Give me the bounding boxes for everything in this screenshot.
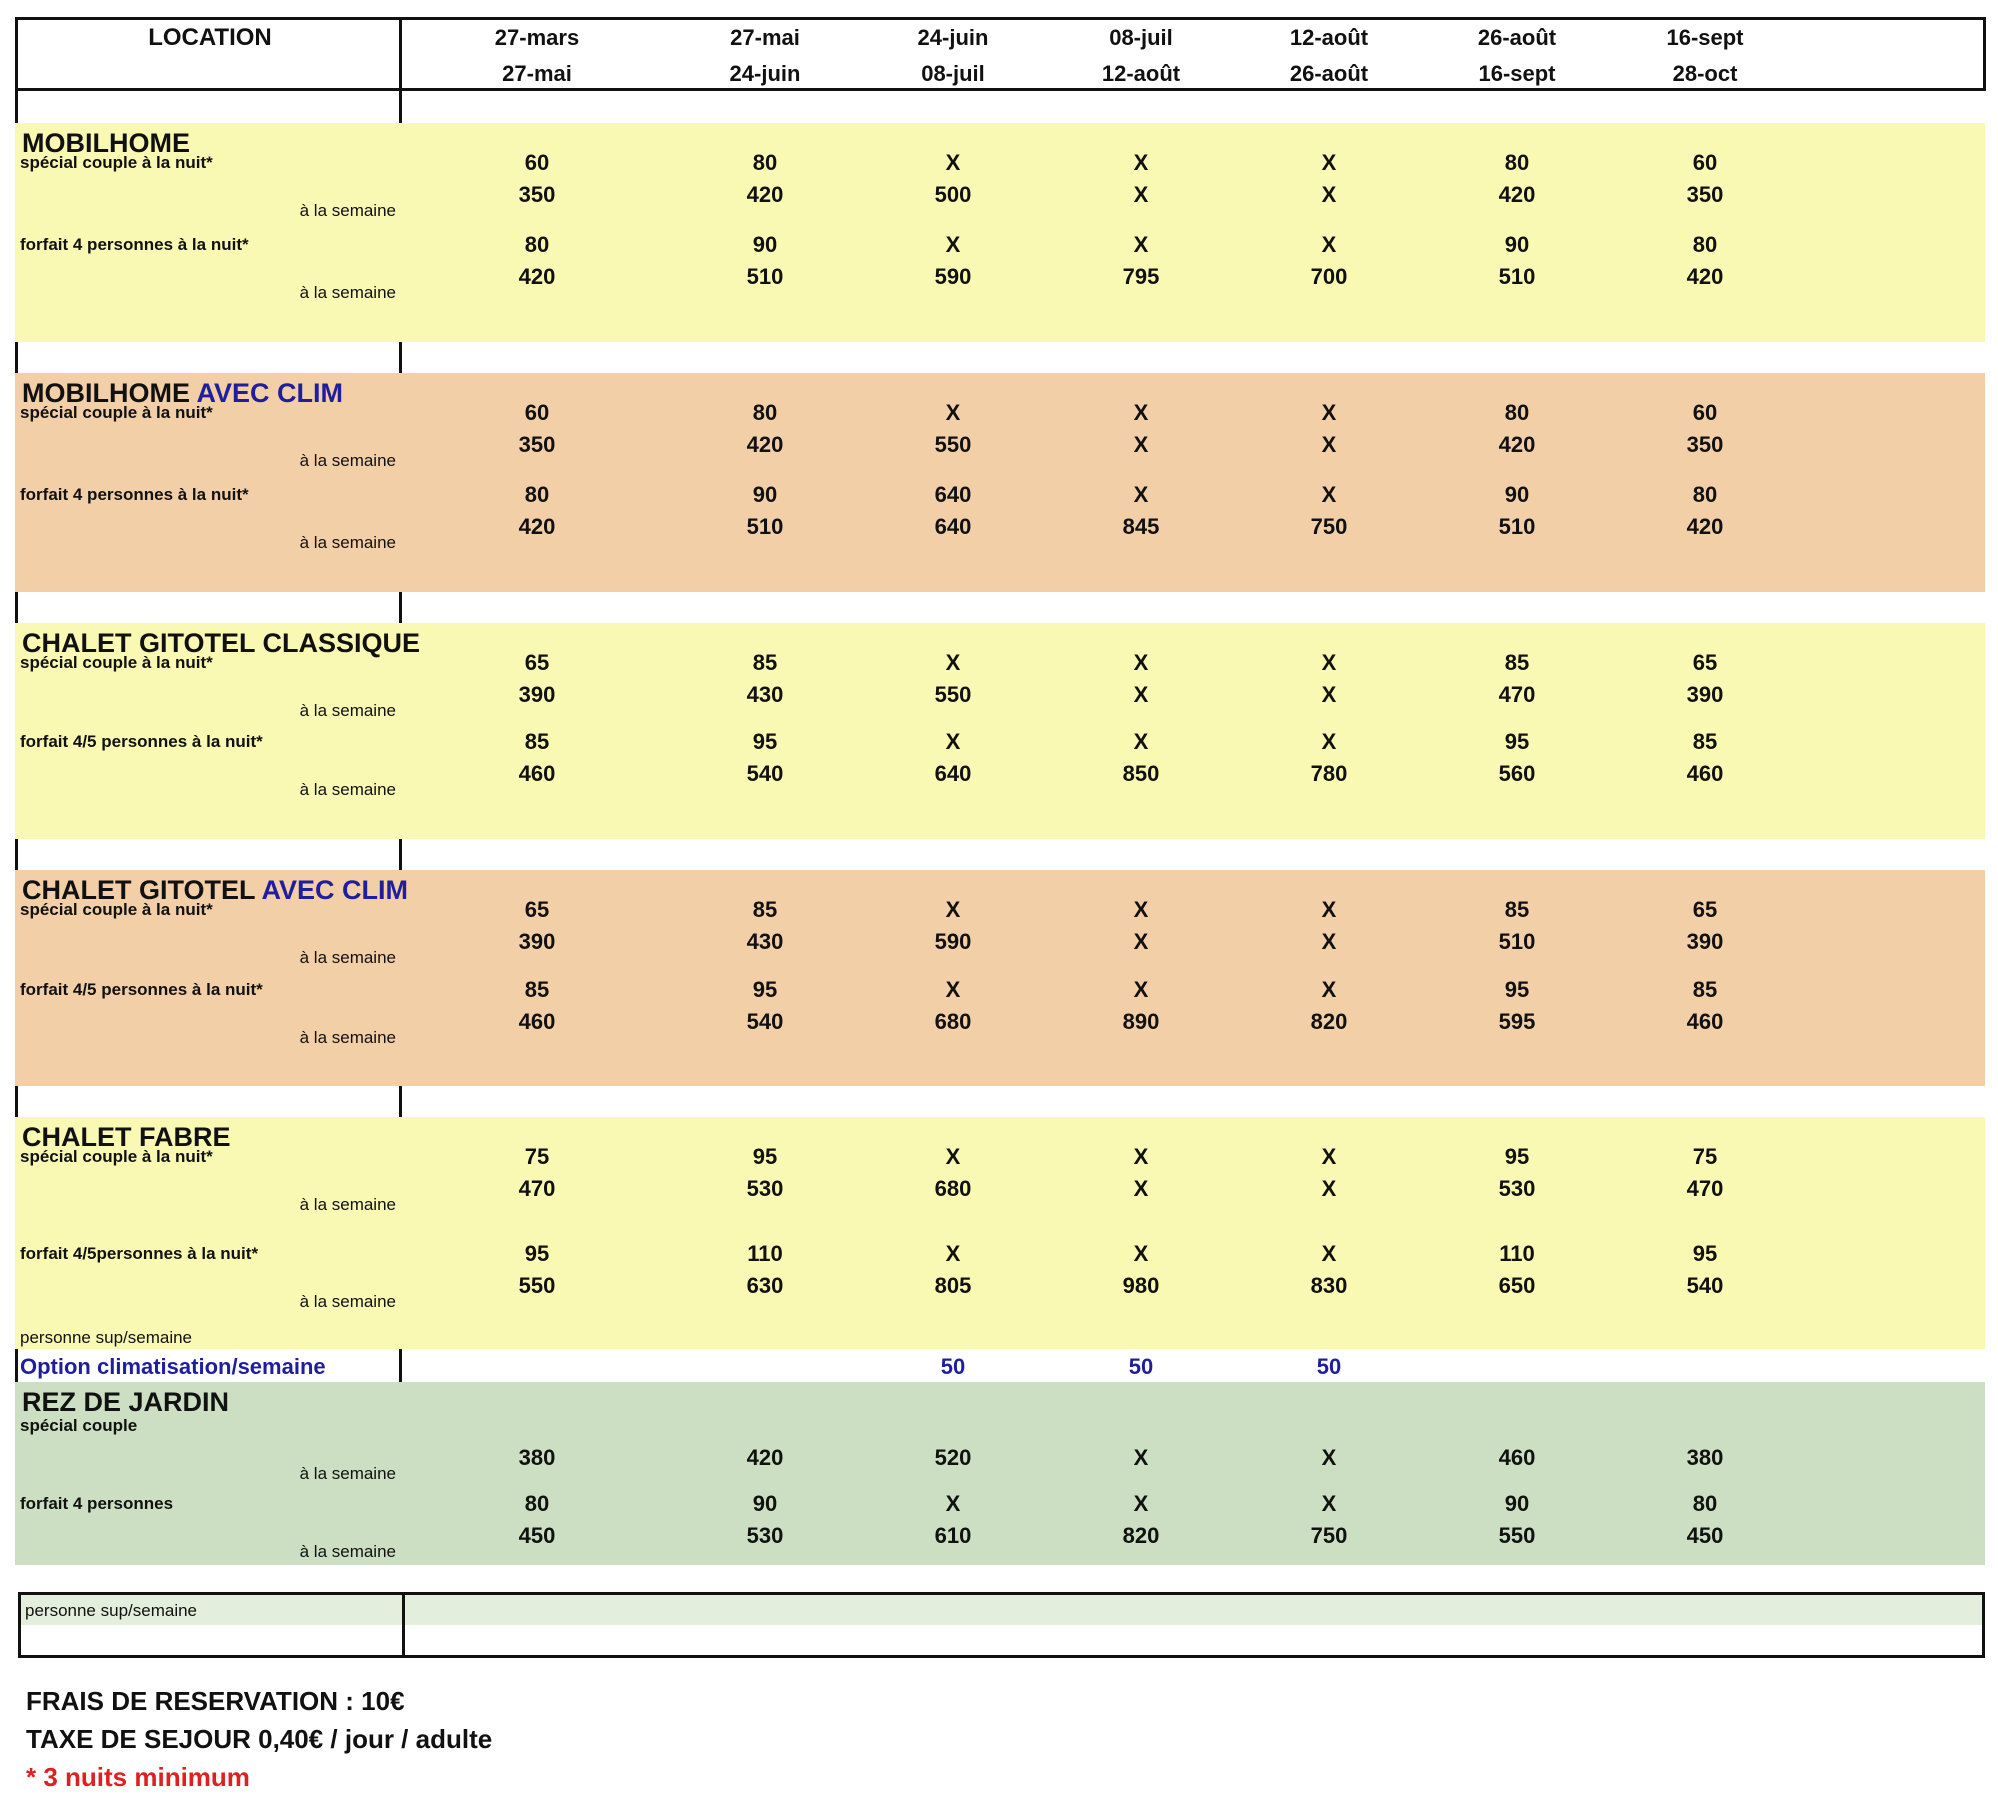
- price-cell: X: [1133, 150, 1149, 175]
- section-title-main: MOBILHOME: [22, 128, 190, 158]
- price-cell: 550: [934, 682, 972, 707]
- price-cell: 80: [1692, 482, 1718, 507]
- row-label-weekly: à la semaine: [299, 283, 396, 302]
- price-cell: 350: [1686, 432, 1724, 457]
- price-cell: 65: [524, 650, 550, 675]
- row-label-weekly: à la semaine: [299, 948, 396, 967]
- price-cell: 520: [934, 1445, 972, 1470]
- price-cell: 80: [752, 400, 778, 425]
- price-cell: X: [1133, 400, 1149, 425]
- period-to-label: 12-août: [1101, 61, 1181, 86]
- minimum-nights-note: * 3 nuits minimum: [26, 1762, 250, 1792]
- reservation-fee: FRAIS DE RESERVATION : 10€: [26, 1686, 405, 1716]
- price-cell: X: [1133, 1445, 1149, 1470]
- price-cell: 530: [1498, 1176, 1536, 1201]
- bottom-box-band: [21, 1595, 1982, 1625]
- price-cell: X: [1133, 1176, 1149, 1201]
- price-cell: 680: [934, 1009, 972, 1034]
- price-cell: 820: [1122, 1523, 1160, 1548]
- price-cell: 65: [1692, 897, 1718, 922]
- price-cell: 85: [1692, 977, 1718, 1002]
- price-cell: 550: [518, 1273, 556, 1298]
- price-cell: 80: [1692, 1491, 1718, 1516]
- air-conditioning-option-label: Option climatisation/semaine: [20, 1354, 326, 1379]
- price-cell: 60: [524, 400, 550, 425]
- row-label: forfait 4/5 personnes à la nuit*: [20, 980, 263, 999]
- price-cell: 75: [1692, 1144, 1718, 1169]
- price-cell: 350: [518, 182, 556, 207]
- price-cell: 750: [1310, 1523, 1348, 1548]
- price-cell: X: [1133, 650, 1149, 675]
- price-cell: 460: [518, 761, 556, 786]
- section-title-suffix: AVEC CLIM: [261, 875, 409, 905]
- period-to-label: 08-juil: [921, 61, 985, 86]
- price-cell: 850: [1122, 761, 1160, 786]
- price-cell: 610: [934, 1523, 972, 1548]
- price-cell: 80: [752, 150, 778, 175]
- price-cell: 95: [1504, 1144, 1530, 1169]
- price-cell: X: [1133, 1241, 1149, 1266]
- price-cell: 95: [1504, 977, 1530, 1002]
- price-cell: 80: [524, 1491, 550, 1516]
- price-cell: X: [1321, 682, 1337, 707]
- price-cell: 420: [1686, 264, 1724, 289]
- row-label: forfait 4/5 personnes à la nuit*: [20, 732, 263, 751]
- price-cell: X: [945, 1144, 961, 1169]
- row-label-weekly: à la semaine: [299, 1028, 396, 1047]
- price-cell: 780: [1310, 761, 1348, 786]
- price-cell: X: [1321, 1176, 1337, 1201]
- price-cell: 390: [518, 929, 556, 954]
- row-label: spécial couple: [20, 1416, 138, 1435]
- price-cell: X: [945, 729, 961, 754]
- price-cell: 85: [1692, 729, 1718, 754]
- row-label-weekly: à la semaine: [299, 1464, 396, 1483]
- price-cell: X: [1133, 682, 1149, 707]
- price-cell: 390: [518, 682, 556, 707]
- price-cell: 60: [1692, 150, 1718, 175]
- price-cell: 430: [746, 682, 784, 707]
- price-cell: 390: [1686, 929, 1724, 954]
- price-cell: 420: [518, 264, 556, 289]
- price-cell: 380: [1686, 1445, 1724, 1470]
- price-cell: 90: [752, 482, 778, 507]
- price-cell: X: [945, 1241, 961, 1266]
- price-cell: 420: [518, 514, 556, 539]
- price-cell: 980: [1122, 1273, 1160, 1298]
- row-label-weekly: à la semaine: [299, 1542, 396, 1561]
- price-cell: 65: [1692, 650, 1718, 675]
- price-cell: 530: [746, 1176, 784, 1201]
- section-title-main: CHALET GITOTEL CLASSIQUE: [22, 628, 421, 658]
- price-cell: X: [945, 977, 961, 1002]
- price-cell: 95: [1504, 729, 1530, 754]
- price-cell: X: [945, 650, 961, 675]
- row-label-weekly: à la semaine: [299, 451, 396, 470]
- price-cell: X: [1133, 232, 1149, 257]
- period-from-label: 26-août: [1477, 25, 1557, 50]
- price-cell: 350: [1686, 182, 1724, 207]
- price-cell: 85: [1504, 897, 1530, 922]
- section-title-main: REZ DE JARDIN: [22, 1387, 230, 1417]
- price-cell: X: [1133, 1144, 1149, 1169]
- price-cell: 450: [1686, 1523, 1724, 1548]
- price-cell: 85: [752, 897, 778, 922]
- price-cell: 350: [518, 432, 556, 457]
- row-label-weekly: à la semaine: [299, 1292, 396, 1311]
- price-cell: X: [1321, 150, 1337, 175]
- price-cell: 95: [752, 1144, 778, 1169]
- table-right-border: [1983, 17, 1986, 91]
- price-cell: X: [1321, 897, 1337, 922]
- price-cell: 550: [934, 432, 972, 457]
- price-cell: X: [1133, 897, 1149, 922]
- price-cell: X: [1321, 1491, 1337, 1516]
- price-cell: 590: [934, 929, 972, 954]
- extra-person-label: personne sup/semaine: [20, 1328, 193, 1347]
- row-label-weekly: à la semaine: [299, 1195, 396, 1214]
- section-title-main: CHALET FABRE: [22, 1122, 231, 1152]
- price-cell: 595: [1498, 1009, 1536, 1034]
- row-label: spécial couple à la nuit*: [20, 900, 213, 919]
- price-cell: 85: [752, 650, 778, 675]
- price-cell: 420: [1498, 182, 1536, 207]
- price-cell: 110: [747, 1241, 783, 1266]
- price-cell: 540: [746, 761, 784, 786]
- price-cell: X: [1321, 650, 1337, 675]
- bottom-box-divider: [402, 1592, 405, 1658]
- option-price-cell: 50: [1316, 1354, 1342, 1379]
- price-cell: X: [1321, 1241, 1337, 1266]
- price-cell: 590: [934, 264, 972, 289]
- price-cell: 510: [1498, 514, 1536, 539]
- price-cell: 830: [1310, 1273, 1348, 1298]
- price-cell: 90: [752, 232, 778, 257]
- row-label-weekly: à la semaine: [299, 701, 396, 720]
- price-cell: 700: [1310, 264, 1348, 289]
- price-cell: 470: [1686, 1176, 1724, 1201]
- row-label: forfait 4 personnes: [20, 1494, 174, 1513]
- price-cell: 510: [746, 264, 784, 289]
- price-cell: X: [1133, 432, 1149, 457]
- price-cell: 750: [1310, 514, 1348, 539]
- price-cell: X: [1321, 729, 1337, 754]
- price-cell: 510: [1498, 264, 1536, 289]
- price-cell: X: [1321, 1445, 1337, 1470]
- price-cell: 460: [1686, 761, 1724, 786]
- price-cell: 500: [934, 182, 972, 207]
- price-cell: 640: [934, 761, 972, 786]
- price-cell: 110: [1499, 1241, 1535, 1266]
- price-cell: X: [1321, 182, 1337, 207]
- price-cell: 805: [934, 1273, 972, 1298]
- price-cell: 90: [752, 1491, 778, 1516]
- period-to-label: 16-sept: [1478, 61, 1556, 86]
- price-cell: X: [1321, 400, 1337, 425]
- price-cell: 85: [524, 729, 550, 754]
- price-cell: 630: [746, 1273, 784, 1298]
- price-cell: 450: [518, 1523, 556, 1548]
- section-title-suffix: AVEC CLIM: [196, 378, 343, 408]
- price-cell: X: [1321, 1144, 1337, 1169]
- price-cell: 390: [1686, 682, 1724, 707]
- price-cell: X: [1321, 482, 1337, 507]
- period-to-label: 27-mai: [502, 61, 572, 86]
- period-from-label: 24-juin: [917, 25, 989, 50]
- price-cell: 420: [1498, 432, 1536, 457]
- row-label: spécial couple à la nuit*: [20, 1147, 213, 1166]
- price-cell: 820: [1310, 1009, 1348, 1034]
- price-cell: 60: [1692, 400, 1718, 425]
- price-cell: 890: [1122, 1009, 1160, 1034]
- price-cell: 640: [934, 514, 972, 539]
- option-row-blank-right: [1423, 1351, 1985, 1382]
- period-from-label: 27-mars: [494, 25, 580, 50]
- price-cell: 460: [1686, 1009, 1724, 1034]
- period-from-label: 08-juil: [1109, 25, 1173, 50]
- price-cell: 80: [524, 232, 550, 257]
- tourist-tax: TAXE DE SEJOUR 0,40€ / jour / adulte: [26, 1724, 493, 1754]
- period-from-label: 27-mai: [730, 25, 800, 50]
- section-title-main: MOBILHOME: [22, 378, 190, 408]
- price-cell: X: [945, 232, 961, 257]
- price-cell: 540: [1686, 1273, 1724, 1298]
- price-cell: 95: [524, 1241, 550, 1266]
- row-label-weekly: à la semaine: [299, 780, 396, 799]
- price-cell: X: [945, 150, 961, 175]
- price-cell: 460: [1498, 1445, 1536, 1470]
- price-cell: X: [1133, 729, 1149, 754]
- price-cell: 65: [524, 897, 550, 922]
- price-cell: 90: [1504, 1491, 1530, 1516]
- price-cell: 60: [524, 150, 550, 175]
- row-label: spécial couple à la nuit*: [20, 403, 213, 422]
- price-cell: 795: [1122, 264, 1160, 289]
- price-cell: 845: [1122, 514, 1160, 539]
- price-cell: 640: [934, 482, 972, 507]
- row-label: forfait 4 personnes à la nuit*: [20, 235, 249, 254]
- price-cell: 530: [746, 1523, 784, 1548]
- price-cell: 75: [524, 1144, 550, 1169]
- price-cell: X: [1321, 929, 1337, 954]
- price-cell: 540: [746, 1009, 784, 1034]
- price-cell: 420: [1686, 514, 1724, 539]
- price-cell: 510: [746, 514, 784, 539]
- price-cell: 650: [1498, 1273, 1536, 1298]
- row-label: spécial couple à la nuit*: [20, 153, 213, 172]
- price-cell: X: [945, 400, 961, 425]
- section-title-main: CHALET GITOTEL: [22, 875, 256, 905]
- price-cell: X: [945, 1491, 961, 1516]
- price-cell: 510: [1498, 929, 1536, 954]
- price-cell: 80: [524, 482, 550, 507]
- price-cell: 80: [1504, 150, 1530, 175]
- price-cell: 85: [1504, 650, 1530, 675]
- price-cell: 420: [746, 1445, 784, 1470]
- price-cell: X: [945, 897, 961, 922]
- price-cell: 95: [752, 729, 778, 754]
- option-row-blank-left: [402, 1351, 860, 1382]
- option-price-cell: 50: [940, 1354, 966, 1379]
- price-cell: 470: [518, 1176, 556, 1201]
- period-to-label: 26-août: [1289, 61, 1369, 86]
- price-cell: X: [1321, 232, 1337, 257]
- price-cell: X: [1133, 977, 1149, 1002]
- price-cell: 380: [518, 1445, 556, 1470]
- row-label: forfait 4/5personnes à la nuit*: [20, 1244, 259, 1263]
- price-cell: X: [1133, 929, 1149, 954]
- price-cell: 80: [1692, 232, 1718, 257]
- row-label-weekly: à la semaine: [299, 533, 396, 552]
- location-header: LOCATION: [148, 24, 272, 51]
- price-cell: 90: [1504, 482, 1530, 507]
- period-to-label: 28-oct: [1672, 61, 1738, 86]
- row-label: spécial couple à la nuit*: [20, 653, 213, 672]
- price-cell: X: [1133, 482, 1149, 507]
- price-cell: 550: [1498, 1523, 1536, 1548]
- price-cell: 460: [518, 1009, 556, 1034]
- price-cell: X: [1133, 1491, 1149, 1516]
- price-cell: X: [1321, 432, 1337, 457]
- price-cell: 430: [746, 929, 784, 954]
- bottom-box-label: personne sup/semaine: [25, 1601, 198, 1620]
- price-cell: 90: [1504, 232, 1530, 257]
- row-label: forfait 4 personnes à la nuit*: [20, 485, 249, 504]
- period-to-label: 24-juin: [729, 61, 801, 86]
- price-cell: 80: [1504, 400, 1530, 425]
- price-cell: 95: [1692, 1241, 1718, 1266]
- option-price-cell: 50: [1128, 1354, 1154, 1379]
- period-from-label: 16-sept: [1666, 25, 1744, 50]
- period-from-label: 12-août: [1289, 25, 1369, 50]
- price-cell: X: [1133, 182, 1149, 207]
- price-cell: 420: [746, 432, 784, 457]
- price-cell: 420: [746, 182, 784, 207]
- price-cell: 85: [524, 977, 550, 1002]
- price-cell: 470: [1498, 682, 1536, 707]
- row-label-weekly: à la semaine: [299, 201, 396, 220]
- price-cell: 560: [1498, 761, 1536, 786]
- price-cell: 680: [934, 1176, 972, 1201]
- price-cell: 95: [752, 977, 778, 1002]
- price-cell: X: [1321, 977, 1337, 1002]
